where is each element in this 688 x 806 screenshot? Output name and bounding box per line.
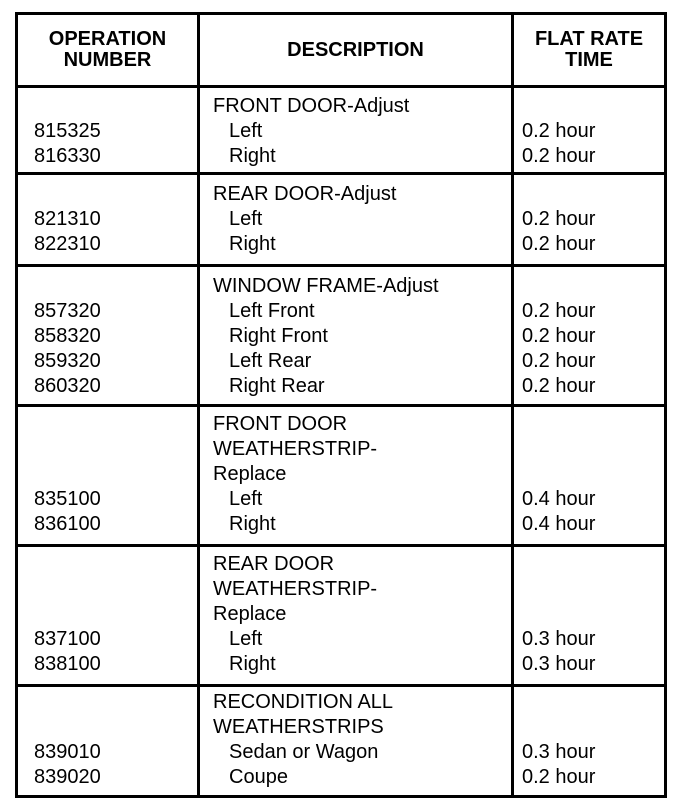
flat-rate-time: 0.3 hour xyxy=(522,741,596,763)
group-title: REAR DOOR-Adjust xyxy=(213,183,397,205)
operation-number: 815325 xyxy=(34,120,101,142)
group-title: WEATHERSTRIP- xyxy=(213,438,378,460)
flat-rate-time: 0.3 hour xyxy=(522,628,596,650)
flat-rate-table xyxy=(15,12,667,798)
flat-rate-time: 0.2 hour xyxy=(522,766,596,788)
group-title: FRONT DOOR xyxy=(213,413,348,435)
group-title: Replace xyxy=(213,463,287,485)
flat-rate-time: 0.2 hour xyxy=(522,233,596,255)
column-divider xyxy=(511,15,514,795)
flat-rate-time: 0.4 hour xyxy=(522,488,596,510)
operation-number: 839010 xyxy=(34,741,101,763)
group-title: RECONDITION ALL xyxy=(213,691,394,713)
table-header xyxy=(18,15,664,88)
description-item: Left xyxy=(229,488,263,510)
flat-rate-time: 0.3 hour xyxy=(522,653,596,675)
description-item: Right xyxy=(229,233,276,255)
group-title: WEATHERSTRIPS xyxy=(213,716,384,738)
group-title: Replace xyxy=(213,603,287,625)
description-item: Sedan or Wagon xyxy=(229,741,379,763)
flat-rate-time: 0.2 hour xyxy=(522,325,596,347)
description-item: Left xyxy=(229,628,263,650)
group-title: WEATHERSTRIP- xyxy=(213,578,378,600)
flat-rate-time: 0.2 hour xyxy=(522,145,596,167)
table-group xyxy=(18,85,664,175)
group-title: WINDOW FRAME-Adjust xyxy=(213,275,439,297)
description-item: Left xyxy=(229,120,263,142)
table-group xyxy=(18,175,664,267)
description-item: Right xyxy=(229,513,276,535)
column-divider xyxy=(197,15,200,795)
description-item: Coupe xyxy=(229,766,288,788)
table-group xyxy=(18,407,664,547)
group-title: FRONT DOOR-Adjust xyxy=(213,95,410,117)
operation-number: 822310 xyxy=(34,233,101,255)
description-item: Left xyxy=(229,208,263,230)
description-item: Left Front xyxy=(229,300,315,322)
header-operation-number: OPERATION NUMBER xyxy=(48,28,167,71)
table-group xyxy=(18,267,664,407)
description-item: Left Rear xyxy=(229,350,312,372)
operation-number: 816330 xyxy=(34,145,101,167)
table-group xyxy=(18,547,664,687)
operation-number: 837100 xyxy=(34,628,101,650)
flat-rate-time: 0.4 hour xyxy=(522,513,596,535)
flat-rate-time: 0.2 hour xyxy=(522,300,596,322)
flat-rate-time: 0.2 hour xyxy=(522,350,596,372)
header-flat-rate-time: FLAT RATE TIME xyxy=(534,28,644,71)
operation-number: 857320 xyxy=(34,300,101,322)
flat-rate-time: 0.2 hour xyxy=(522,208,596,230)
operation-number: 858320 xyxy=(34,325,101,347)
operation-number: 838100 xyxy=(34,653,101,675)
description-item: Right xyxy=(229,145,276,167)
operation-number: 835100 xyxy=(34,488,101,510)
description-item: Right Front xyxy=(229,325,328,347)
description-item: Right Rear xyxy=(229,375,325,397)
description-item: Right xyxy=(229,653,276,675)
group-title: REAR DOOR xyxy=(213,553,335,575)
operation-number: 859320 xyxy=(34,350,101,372)
operation-number: 836100 xyxy=(34,513,101,535)
flat-rate-time: 0.2 hour xyxy=(522,120,596,142)
operation-number: 839020 xyxy=(34,766,101,788)
operation-number: 860320 xyxy=(34,375,101,397)
header-description: DESCRIPTION xyxy=(287,38,424,61)
table-group xyxy=(18,687,664,801)
operation-number: 821310 xyxy=(34,208,101,230)
flat-rate-time: 0.2 hour xyxy=(522,375,596,397)
